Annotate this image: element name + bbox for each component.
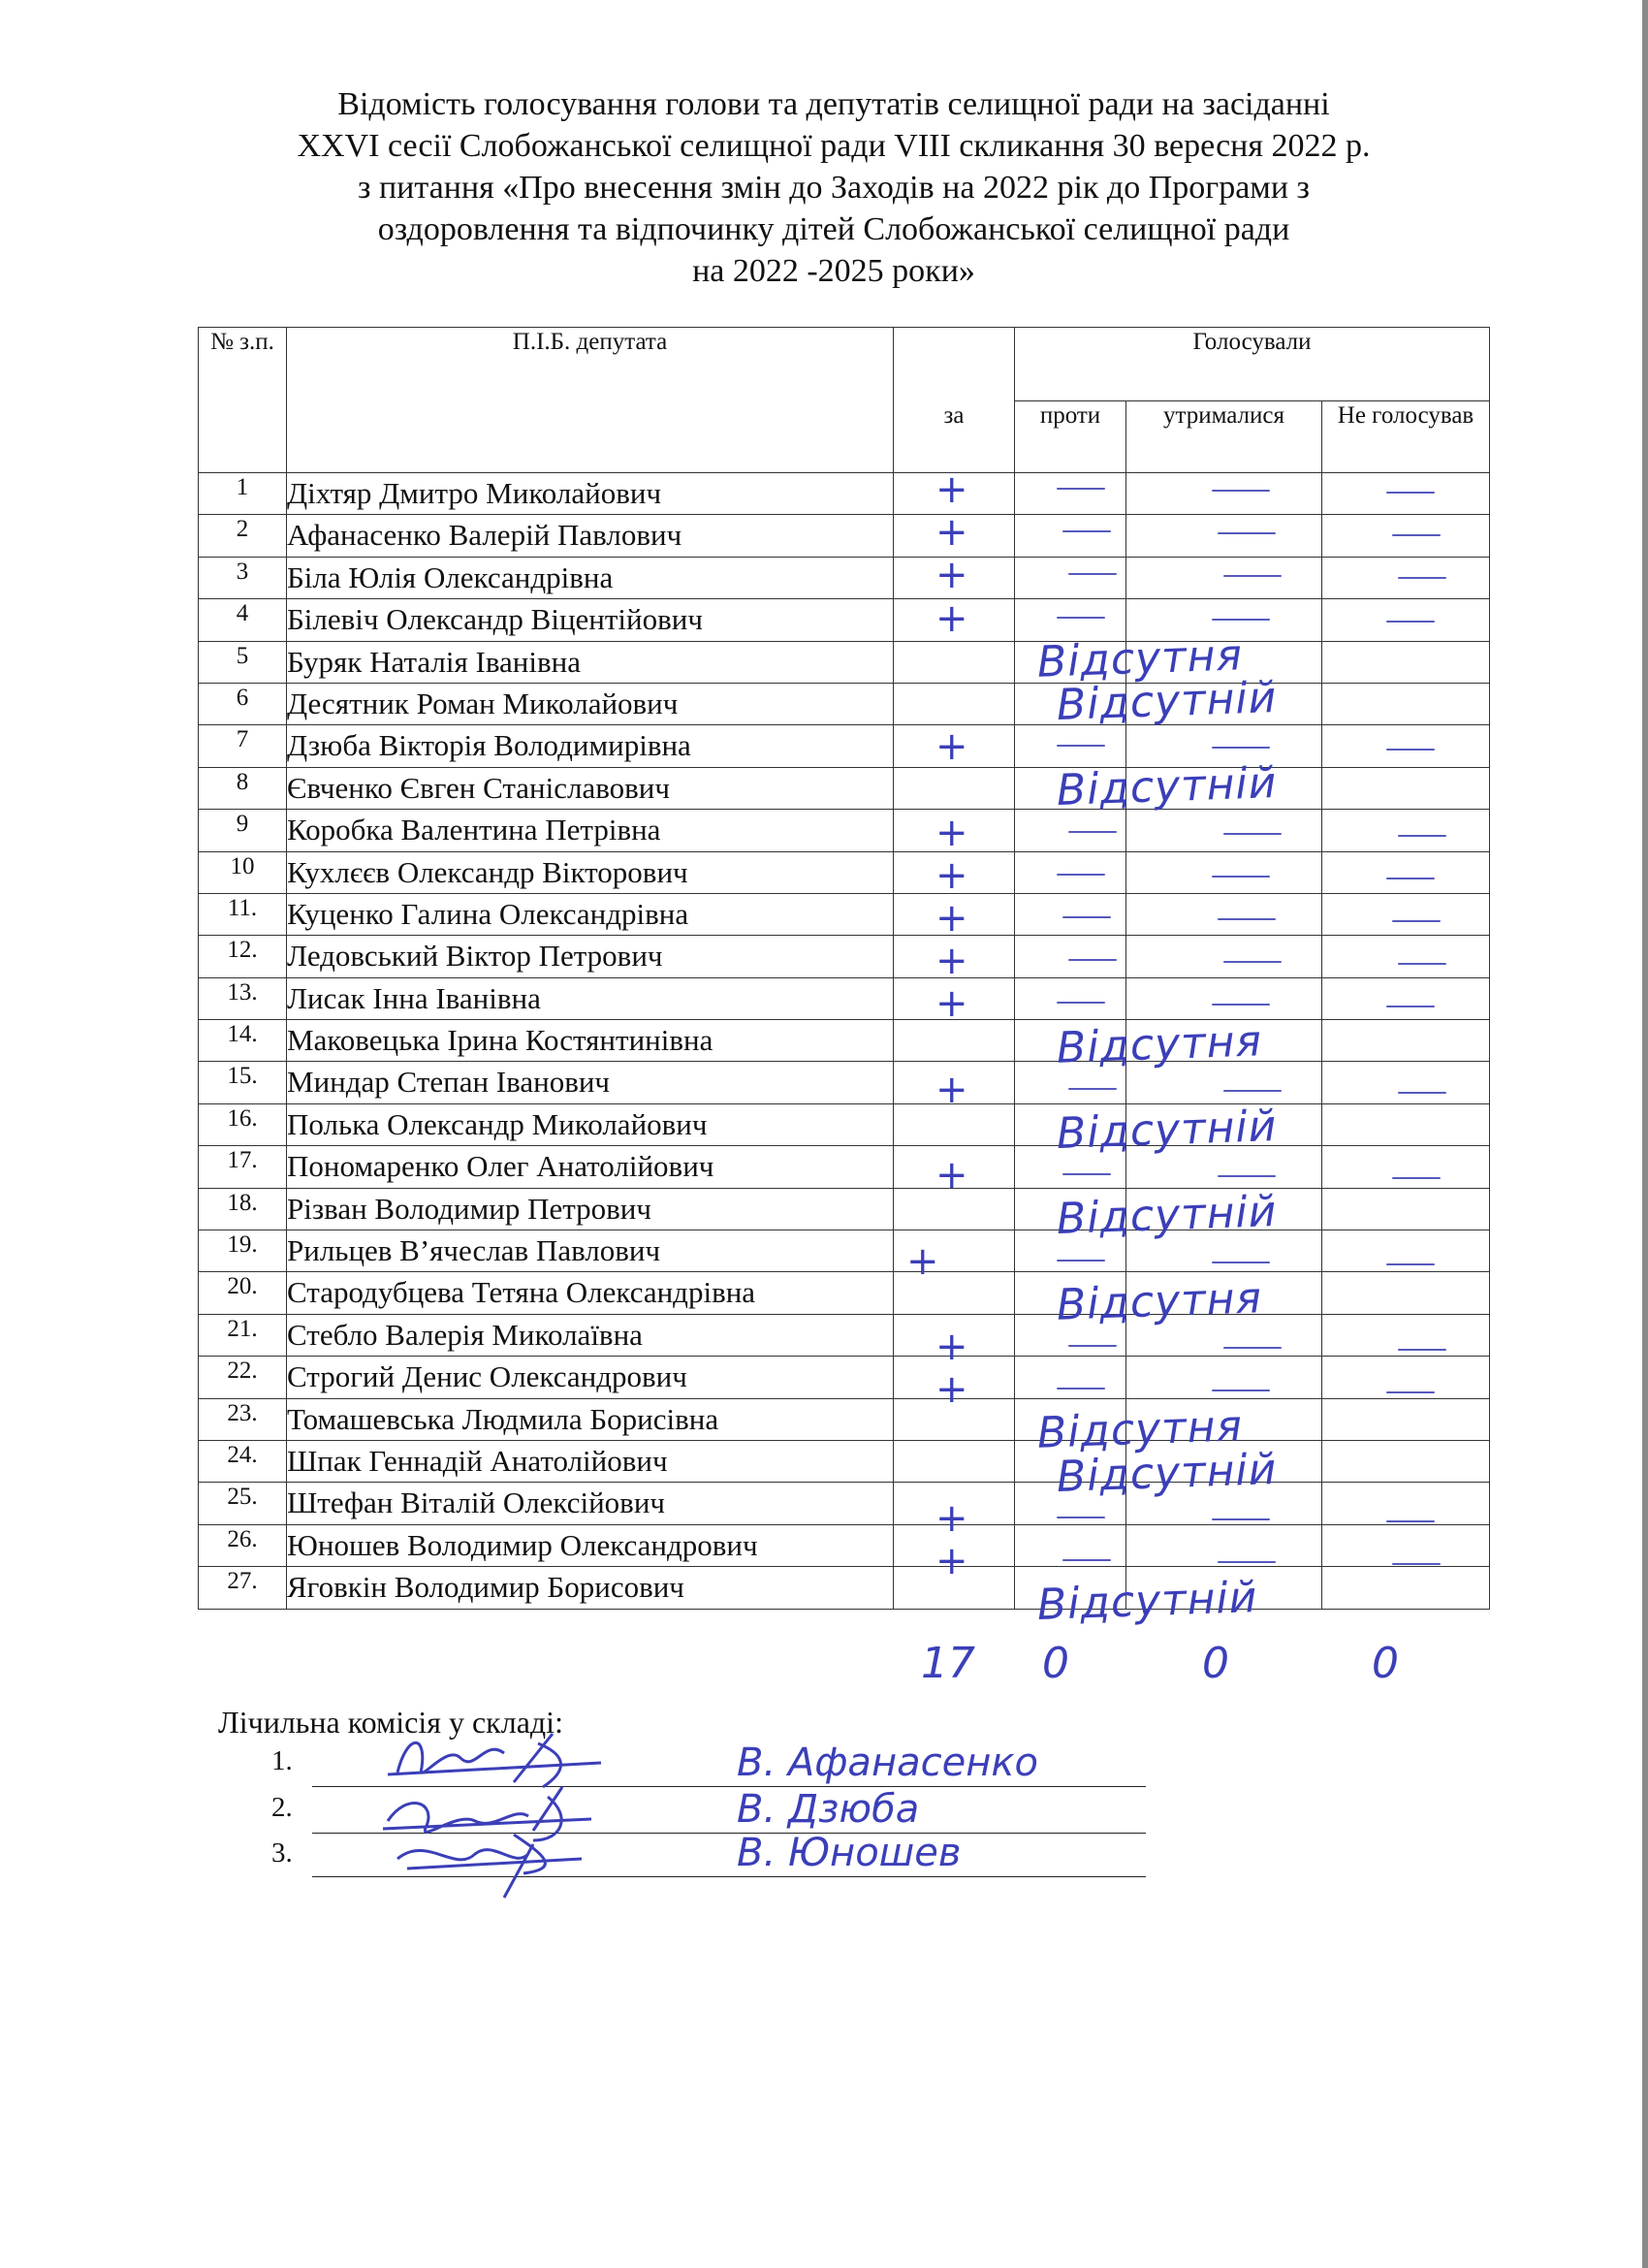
vote-not-voted-cell [1322, 473, 1490, 515]
vote-plus-mark: + [935, 939, 968, 984]
vote-not-voted-cell [1322, 1020, 1490, 1062]
table-row [199, 1314, 1490, 1356]
header-abstained: утрималися [1126, 401, 1322, 473]
vote-not-voted-cell [1322, 767, 1490, 809]
vote-dash-mark [1386, 621, 1435, 623]
vote-dash-mark [1062, 530, 1111, 532]
row-number: 12. [199, 936, 287, 977]
deputy-name: Буряк Наталія Іванівна [287, 641, 894, 683]
vote-dash-mark [1386, 749, 1435, 751]
vote-not-voted-cell [1322, 810, 1490, 851]
table-row [199, 641, 1490, 683]
table-row [199, 515, 1490, 557]
vote-plus-mark: + [935, 1325, 968, 1369]
row-number: 25. [199, 1483, 287, 1524]
vote-against-cell [1015, 851, 1126, 893]
vote-dash-mark [1398, 1349, 1446, 1351]
table-row [199, 1524, 1490, 1566]
row-number: 3 [199, 557, 287, 598]
vote-dash-mark [1398, 1092, 1446, 1094]
deputy-name: Маковецька Ірина Костянтинівна [287, 1020, 894, 1062]
header-name: П.І.Б. депутата [287, 328, 894, 473]
absent-mark: Відсутня [1056, 1273, 1263, 1330]
vote-for-cell [894, 683, 1015, 724]
table-row [199, 1020, 1490, 1062]
deputy-name: Яговкін Володимир Борисович [287, 1567, 894, 1609]
table-row [199, 1567, 1490, 1609]
deputy-name: Шпак Геннадій Анатолійович [287, 1440, 894, 1482]
vote-dash-mark [1392, 534, 1441, 536]
total-for: 17 [921, 1639, 975, 1688]
table-row [199, 1188, 1490, 1230]
deputy-name: Лисак Інна Іванівна [287, 977, 894, 1019]
vote-dash-mark [1386, 1391, 1435, 1393]
commission-num-1: 1. [271, 1745, 293, 1776]
table-row [199, 599, 1490, 641]
vote-dash-mark [1218, 1175, 1276, 1177]
vote-not-voted-cell [1322, 1524, 1490, 1566]
absent-mark: Відсутня [1056, 1015, 1263, 1073]
deputy-name: Кухлєєв Олександр Вікторович [287, 851, 894, 893]
vote-dash-mark [1223, 1347, 1282, 1349]
row-number: 11. [199, 893, 287, 935]
vote-plus-mark: + [935, 1495, 968, 1541]
row-number: 13. [199, 977, 287, 1019]
deputy-name: Біла Юлія Олександрівна [287, 557, 894, 598]
commission-num-2: 2. [271, 1792, 293, 1823]
vote-against-cell [1015, 936, 1126, 977]
title-line-4: оздоровлення та відпочинку дітей Слобожанської селищної ради [377, 211, 1290, 247]
vote-not-voted-cell [1322, 1272, 1490, 1314]
row-number: 26. [199, 1524, 287, 1566]
row-number: 10 [199, 851, 287, 893]
vote-not-voted-cell [1322, 1440, 1490, 1482]
vote-plus-mark: + [935, 1367, 968, 1413]
vote-plus-mark: + [935, 852, 968, 898]
absent-mark: Відсутній [1056, 758, 1279, 816]
deputy-name: Пономаренко Олег Анатолійович [287, 1146, 894, 1188]
vote-dash-mark [1212, 747, 1270, 749]
vote-abstained-cell [1126, 557, 1322, 598]
vote-not-voted-cell [1322, 1188, 1490, 1230]
table-row [199, 810, 1490, 851]
row-number: 15. [199, 1062, 287, 1103]
vote-against-cell [1015, 977, 1126, 1019]
vote-dash-mark [1223, 1090, 1282, 1092]
vote-dash-mark [1068, 1088, 1117, 1090]
deputy-name: Строгий Денис Олександрович [287, 1357, 894, 1398]
commission-name-2: В. Дзюба [737, 1787, 920, 1832]
table-row [199, 683, 1490, 724]
row-number: 19. [199, 1230, 287, 1272]
deputy-name: Штефан Віталій Олексійович [287, 1483, 894, 1524]
title-line-3: з питання «Про внесення змін до Заходів на 2022 рік до Програми з [358, 170, 1310, 206]
table-row [199, 1062, 1490, 1103]
table-row [199, 1440, 1490, 1482]
vote-dash-mark [1212, 876, 1270, 878]
deputy-name: Миндар Степан Іванович [287, 1062, 894, 1103]
vote-not-voted-cell [1322, 936, 1490, 977]
vote-dash-mark [1212, 490, 1270, 492]
vote-plus-mark: + [935, 553, 968, 598]
vote-for-cell [894, 641, 1015, 683]
vote-abstained-cell [1126, 515, 1322, 557]
vote-plus-mark: + [935, 981, 968, 1027]
vote-dash-mark [1392, 1563, 1441, 1565]
vote-dash-mark [1392, 920, 1441, 922]
vote-abstained-cell [1126, 473, 1322, 515]
row-number: 5 [199, 641, 287, 683]
total-abstained: 0 [1202, 1639, 1229, 1688]
vote-dash-mark [1223, 833, 1282, 835]
table-row [199, 767, 1490, 809]
vote-not-voted-cell [1322, 1567, 1490, 1609]
vote-against-cell [1015, 515, 1126, 557]
vote-dash-mark [1212, 1390, 1270, 1391]
header-blank [894, 328, 1015, 401]
deputy-name: Десятник Роман Миколайович [287, 683, 894, 724]
deputy-name: Полька Олександр Миколайович [287, 1103, 894, 1145]
vote-dash-mark [1218, 918, 1276, 920]
deputy-name: Рильцев В’ячеслав Павлович [287, 1230, 894, 1272]
absent-mark: Відсутній [1036, 1573, 1259, 1631]
vote-not-voted-cell [1322, 1230, 1490, 1272]
header-against: проти [1015, 401, 1126, 473]
row-number: 17. [199, 1146, 287, 1188]
vote-for-cell [894, 1440, 1015, 1482]
vote-plus-mark: + [935, 595, 968, 641]
deputy-name: Юношев Володимир Олександрович [287, 1524, 894, 1566]
vote-dash-mark [1386, 878, 1435, 879]
vote-dash-mark [1068, 831, 1117, 833]
vote-plus-mark: + [935, 510, 968, 556]
deputy-name: Білевіч Олександр Віцентійович [287, 599, 894, 641]
vote-plus-mark: + [935, 1153, 968, 1198]
deputy-name: Афанасенко Валерій Павлович [287, 515, 894, 557]
vote-not-voted-cell [1322, 851, 1490, 893]
commission-label: Лічильна комісія у складі: [218, 1705, 563, 1740]
deputy-name: Діхтяр Дмитро Миколайович [287, 473, 894, 515]
title-line-5: на 2022 -2025 роки» [692, 253, 975, 289]
deputy-name: Коробка Валентина Петрівна [287, 810, 894, 851]
vote-not-voted-cell [1322, 1146, 1490, 1188]
deputy-name: Ледовський Віктор Петрович [287, 936, 894, 977]
vote-abstained-cell [1126, 851, 1322, 893]
table-row [199, 977, 1490, 1019]
vote-abstained-cell [1126, 810, 1322, 851]
vote-abstained-cell [1126, 1357, 1322, 1398]
vote-dash-mark [1057, 1388, 1105, 1390]
vote-not-voted-cell [1322, 683, 1490, 724]
table-row [199, 1230, 1490, 1272]
table-row [199, 1357, 1490, 1398]
row-number: 9 [199, 810, 287, 851]
vote-not-voted-cell [1322, 641, 1490, 683]
row-number: 7 [199, 725, 287, 767]
table-row [199, 1483, 1490, 1524]
total-not-voted: 0 [1372, 1639, 1399, 1688]
vote-not-voted-cell [1322, 977, 1490, 1019]
vote-not-voted-cell [1322, 725, 1490, 767]
vote-plus-mark: + [935, 810, 968, 855]
vote-dash-mark [1223, 961, 1282, 963]
vote-plus-mark: + [935, 896, 968, 941]
commission-num-3: 3. [271, 1837, 293, 1869]
vote-against-cell [1015, 473, 1126, 515]
vote-not-voted-cell [1322, 1103, 1490, 1145]
absent-mark: Відсутній [1056, 1102, 1279, 1159]
vote-against-cell [1015, 557, 1126, 598]
deputy-name: Куценко Галина Олександрівна [287, 893, 894, 935]
commission-name-1: В. Афанасенко [737, 1741, 1038, 1785]
vote-dash-mark [1212, 1262, 1270, 1263]
vote-not-voted-cell [1322, 1062, 1490, 1103]
vote-dash-mark [1057, 1517, 1105, 1518]
vote-dash-mark [1062, 1559, 1111, 1561]
vote-for-cell [894, 767, 1015, 809]
vote-dash-mark [1392, 1177, 1441, 1179]
vote-not-voted-cell [1322, 1483, 1490, 1524]
deputy-name: Євченко Євген Станіславович [287, 767, 894, 809]
vote-against-cell [1015, 1357, 1126, 1398]
table-row [199, 893, 1490, 935]
absent-mark: Відсутній [1056, 1187, 1279, 1245]
deputy-name: Стародубцева Тетяна Олександрівна [287, 1272, 894, 1314]
vote-dash-mark [1212, 619, 1270, 621]
vote-dash-mark [1068, 959, 1117, 961]
vote-not-voted-cell [1322, 1398, 1490, 1440]
row-number: 4 [199, 599, 287, 641]
title-line-2: XXVI сесії Слобожанської селищної ради VIII скликання 30 вересня 2022 р. [297, 128, 1371, 164]
absent-mark: Відсутній [1056, 1444, 1279, 1502]
table-row [199, 1398, 1490, 1440]
vote-dash-mark [1062, 1173, 1111, 1175]
row-number: 20. [199, 1272, 287, 1314]
header-for: за [894, 401, 1015, 473]
commission-name-3: В. Юношев [737, 1831, 962, 1875]
vote-dash-mark [1386, 1263, 1435, 1265]
vote-abstained-cell [1126, 893, 1322, 935]
deputy-name: Томашевська Людмила Борисівна [287, 1398, 894, 1440]
vote-dash-mark [1398, 963, 1446, 965]
row-number: 1 [199, 473, 287, 515]
row-number: 16. [199, 1103, 287, 1145]
table-row [199, 725, 1490, 767]
header-not-voted: Не голосував [1322, 401, 1490, 473]
vote-dash-mark [1057, 488, 1105, 490]
row-number: 21. [199, 1314, 287, 1356]
title-line-1: Відомість голосування голови та депутатів селищної ради на засіданні [337, 86, 1330, 122]
vote-for-cell [894, 1020, 1015, 1062]
vote-plus-mark: + [935, 1067, 968, 1112]
row-number: 24. [199, 1440, 287, 1482]
row-number: 27. [199, 1567, 287, 1609]
vote-dash-mark [1057, 745, 1105, 747]
vote-dash-mark [1057, 874, 1105, 876]
table-row [199, 1146, 1490, 1188]
deputy-name: Дзюба Вікторія Володимирівна [287, 725, 894, 767]
vote-dash-mark [1057, 1260, 1105, 1262]
vote-dash-mark [1212, 1518, 1270, 1520]
vote-dash-mark [1068, 1345, 1117, 1347]
vote-abstained-cell [1126, 977, 1322, 1019]
vote-dash-mark [1062, 916, 1111, 918]
vote-dash-mark [1218, 1561, 1276, 1563]
vote-dash-mark [1398, 835, 1446, 837]
vote-not-voted-cell [1322, 893, 1490, 935]
vote-dash-mark [1218, 532, 1276, 534]
header-voted: Голосували [1015, 328, 1490, 401]
vote-against-cell [1015, 893, 1126, 935]
table-row [199, 557, 1490, 598]
table-row [199, 1103, 1490, 1145]
absent-mark: Відсутня [1036, 1401, 1244, 1459]
vote-plus-mark: + [935, 724, 968, 770]
row-number: 23. [199, 1398, 287, 1440]
row-number: 14. [199, 1020, 287, 1062]
row-number: 22. [199, 1357, 287, 1398]
absent-mark: Відсутня [1036, 630, 1244, 687]
total-against: 0 [1042, 1639, 1069, 1688]
header-num: № з.п. [199, 328, 287, 473]
vote-plus-mark: + [935, 1539, 968, 1583]
table-row [199, 851, 1490, 893]
scan-edge [1642, 0, 1648, 2268]
vote-dash-mark [1386, 492, 1435, 494]
signature-3 [368, 1815, 620, 1902]
row-number: 6 [199, 683, 287, 724]
row-number: 18. [199, 1188, 287, 1230]
vote-plus-mark: + [906, 1238, 939, 1284]
voting-table [198, 327, 1490, 1610]
table-row [199, 473, 1490, 515]
vote-dash-mark [1057, 617, 1105, 619]
document-title [145, 83, 1522, 292]
vote-plus-mark: + [935, 467, 968, 512]
deputy-name: Різван Володимир Петрович [287, 1188, 894, 1230]
deputy-name: Стебло Валерія Миколаївна [287, 1314, 894, 1356]
table-row [199, 936, 1490, 977]
table-row [199, 1272, 1490, 1314]
absent-mark: Відсутній [1056, 673, 1279, 730]
row-number: 2 [199, 515, 287, 557]
vote-abstained-cell [1126, 936, 1322, 977]
vote-dash-mark [1386, 1520, 1435, 1522]
row-number: 8 [199, 767, 287, 809]
